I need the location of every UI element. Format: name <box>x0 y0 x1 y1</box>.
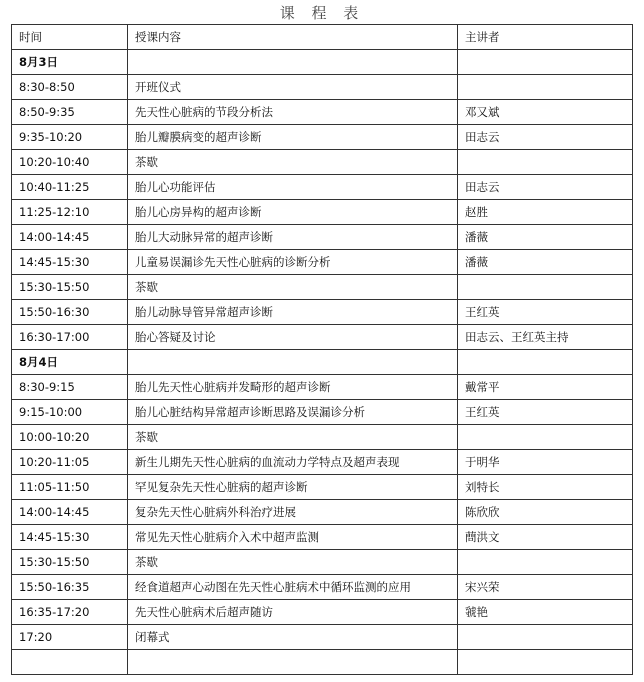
cell-speaker <box>458 75 633 100</box>
table-row <box>12 650 633 675</box>
cell-time: 8:30-8:50 <box>12 75 128 100</box>
table-row <box>12 425 633 450</box>
table-row <box>12 525 633 550</box>
cell-content: 胎儿先天性心脏病并发畸形的超声诊断 <box>128 375 458 400</box>
cell-speaker: 于明华 <box>458 450 633 475</box>
cell-time <box>12 650 128 675</box>
cell-speaker: 赵胜 <box>458 200 633 225</box>
cell-speaker: 王红英 <box>458 300 633 325</box>
cell-content: 经食道超声心动图在先天性心脏病术中循环监测的应用 <box>128 575 458 600</box>
cell-time: 16:30-17:00 <box>12 325 128 350</box>
cell-content: 茶歇 <box>128 550 458 575</box>
table-row <box>12 275 633 300</box>
cell-speaker: 田志云 <box>458 125 633 150</box>
table-row <box>12 250 633 275</box>
cell-content: 常见先天性心脏病介入术中超声监测 <box>128 525 458 550</box>
table-row <box>12 575 633 600</box>
day-row <box>12 50 633 75</box>
table-row <box>12 550 633 575</box>
cell-time: 11:05-11:50 <box>12 475 128 500</box>
table-row <box>12 225 633 250</box>
cell-time: 8:50-9:35 <box>12 100 128 125</box>
cell-speaker: 戴常平 <box>458 375 633 400</box>
cell-time: 15:30-15:50 <box>12 550 128 575</box>
cell-speaker <box>458 650 633 675</box>
header-speaker: 主讲者 <box>458 25 633 50</box>
cell-speaker <box>458 625 633 650</box>
table-row <box>12 375 633 400</box>
cell-speaker <box>458 550 633 575</box>
cell-content <box>128 650 458 675</box>
cell-content: 胎儿心功能评估 <box>128 175 458 200</box>
table-row <box>12 475 633 500</box>
cell-speaker <box>458 150 633 175</box>
cell-time: 9:15-10:00 <box>12 400 128 425</box>
cell-time: 14:00-14:45 <box>12 500 128 525</box>
table-row <box>12 500 633 525</box>
cell-speaker <box>458 50 633 75</box>
cell-content: 胎儿心房异构的超声诊断 <box>128 200 458 225</box>
cell-time: 14:45-15:30 <box>12 525 128 550</box>
schedule-table <box>11 24 633 675</box>
header-time: 时间 <box>12 25 128 50</box>
cell-content: 胎儿大动脉异常的超声诊断 <box>128 225 458 250</box>
cell-time: 14:00-14:45 <box>12 225 128 250</box>
cell-speaker: 田志云 <box>458 175 633 200</box>
page-title: 课 程 表 <box>279 4 365 22</box>
cell-speaker: 邓又斌 <box>458 100 633 125</box>
table-row <box>12 200 633 225</box>
cell-speaker: 陈欣欣 <box>458 500 633 525</box>
cell-time: 17:20 <box>12 625 128 650</box>
cell-content: 茶歇 <box>128 425 458 450</box>
table-row <box>12 625 633 650</box>
cell-time: 14:45-15:30 <box>12 250 128 275</box>
cell-speaker: 田志云、王红英主持 <box>458 325 633 350</box>
cell-speaker <box>458 350 633 375</box>
cell-time: 16:35-17:20 <box>12 600 128 625</box>
table-row <box>12 125 633 150</box>
cell-speaker <box>458 275 633 300</box>
header-content: 授课内容 <box>128 25 458 50</box>
cell-content: 茶歇 <box>128 275 458 300</box>
cell-speaker: 王红英 <box>458 400 633 425</box>
cell-speaker: 蔄洪文 <box>458 525 633 550</box>
cell-time: 11:25-12:10 <box>12 200 128 225</box>
cell-content: 胎儿心脏结构异常超声诊断思路及误漏诊分析 <box>128 400 458 425</box>
table-row <box>12 175 633 200</box>
day-row <box>12 350 633 375</box>
table-row <box>12 150 633 175</box>
cell-content: 儿童易误漏诊先天性心脏病的诊断分析 <box>128 250 458 275</box>
table-row <box>12 600 633 625</box>
cell-time: 9:35-10:20 <box>12 125 128 150</box>
cell-content: 闭幕式 <box>128 625 458 650</box>
cell-speaker: 宋兴荣 <box>458 575 633 600</box>
cell-time: 15:30-15:50 <box>12 275 128 300</box>
table-row <box>12 325 633 350</box>
cell-time: 15:50-16:35 <box>12 575 128 600</box>
cell-time: 15:50-16:30 <box>12 300 128 325</box>
cell-speaker: 虢艳 <box>458 600 633 625</box>
table-row <box>12 300 633 325</box>
cell-time: 10:20-10:40 <box>12 150 128 175</box>
table-row <box>12 100 633 125</box>
cell-content: 新生儿期先天性心脏病的血流动力学特点及超声表现 <box>128 450 458 475</box>
cell-content: 胎儿动脉导管异常超声诊断 <box>128 300 458 325</box>
cell-content: 先天性心脏病的节段分析法 <box>128 100 458 125</box>
cell-content: 茶歇 <box>128 150 458 175</box>
cell-content <box>128 50 458 75</box>
cell-time: 10:40-11:25 <box>12 175 128 200</box>
table-row <box>12 400 633 425</box>
cell-content: 罕见复杂先天性心脏病的超声诊断 <box>128 475 458 500</box>
cell-time: 8月3日 <box>12 50 128 75</box>
cell-time: 10:00-10:20 <box>12 425 128 450</box>
cell-time: 8月4日 <box>12 350 128 375</box>
cell-speaker: 刘特长 <box>458 475 633 500</box>
cell-content: 胎心答疑及讨论 <box>128 325 458 350</box>
table-header-row <box>12 25 633 50</box>
cell-content <box>128 350 458 375</box>
cell-speaker: 潘薇 <box>458 250 633 275</box>
cell-content: 复杂先天性心脏病外科治疗进展 <box>128 500 458 525</box>
cell-speaker: 潘薇 <box>458 225 633 250</box>
cell-speaker <box>458 425 633 450</box>
table-row <box>12 450 633 475</box>
cell-content: 先天性心脏病术后超声随访 <box>128 600 458 625</box>
cell-time: 10:20-11:05 <box>12 450 128 475</box>
cell-time: 8:30-9:15 <box>12 375 128 400</box>
table-row <box>12 75 633 100</box>
cell-content: 开班仪式 <box>128 75 458 100</box>
cell-content: 胎儿瓣膜病变的超声诊断 <box>128 125 458 150</box>
